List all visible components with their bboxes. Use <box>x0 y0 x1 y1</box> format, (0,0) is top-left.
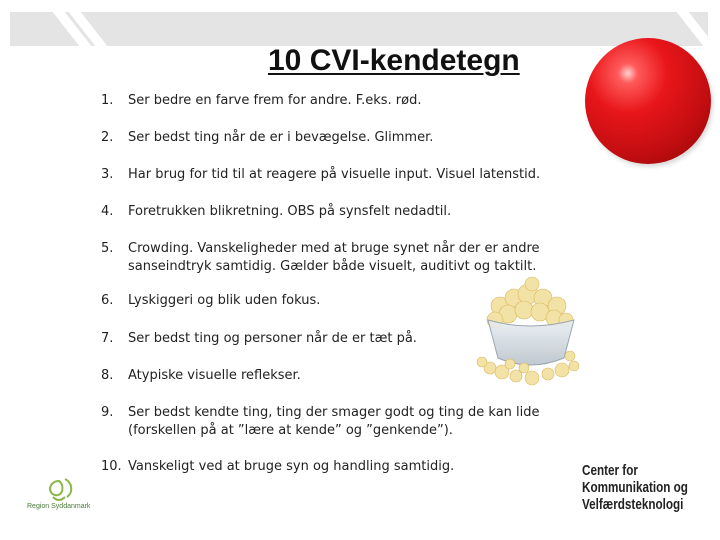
item-text: Ser bedst kendte ting, ting der smager godt og ting de kan lide (forskellen på at ”lære at kende” og ”genkende”). <box>128 405 540 438</box>
item-number: 6. <box>101 293 114 308</box>
red-ball-image <box>585 38 711 164</box>
slide-title: 10 CVI-kendetegn <box>268 44 520 77</box>
item-text: Ser bedre en farve frem for andre. F.eks. rød. <box>128 93 422 108</box>
center-logo-line: Velfærdsteknologi <box>582 496 684 513</box>
item-text: Ser bedst ting og personer når de er tæt på. <box>128 331 417 346</box>
item-text: Atypiske visuelle reflekser. <box>128 368 301 383</box>
item-text: Foretrukken blikretning. OBS på synsfelt nedadtil. <box>128 204 452 219</box>
region-logo-text: Region Syddanmark <box>27 503 91 510</box>
item-text: Har brug for tid til at reagere på visuelle input. Visuel latenstid. <box>128 167 541 182</box>
popcorn-bowl-image <box>470 276 590 388</box>
item-number: 5. <box>101 241 114 256</box>
item-text: Vanskeligt ved at bruge syn og handling samtidig. <box>128 459 455 474</box>
top-decorative-bar <box>10 12 708 46</box>
item-number: 3. <box>101 167 114 182</box>
item-number: 2. <box>101 130 114 145</box>
center-logo-line: Kommunikation og <box>582 479 688 496</box>
center-logo <box>582 462 688 513</box>
center-logo-line: Center for <box>582 462 638 479</box>
item-number: 7. <box>101 331 114 346</box>
item-text: Ser bedst ting når de er i bevægelse. Glimmer. <box>128 130 434 145</box>
item-number: 8. <box>101 368 114 383</box>
item-number: 9. <box>101 405 114 420</box>
item-text: Lyskiggeri og blik uden fokus. <box>128 293 321 308</box>
item-number: 1. <box>101 93 114 108</box>
item-number: 4. <box>101 204 114 219</box>
item-text: Crowding. Vanskeligheder med at bruge synet når der er andre sanseindtryk samtidig. Gælder både visuelt, auditivt og taktilt. <box>128 241 540 274</box>
item-number: 10. <box>101 459 122 474</box>
